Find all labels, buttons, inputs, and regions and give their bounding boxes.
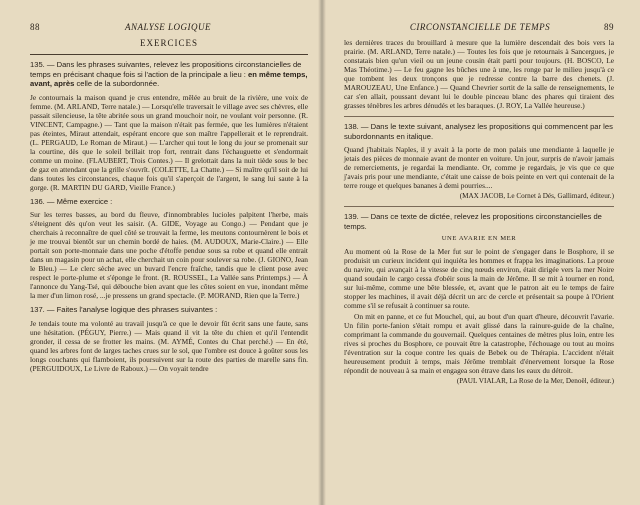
dictation-title: UNE AVARIE EN MER (441, 235, 517, 242)
left-running-title: ANALYSE LOGIQUE (124, 22, 212, 32)
exercise-137 (30, 305, 308, 373)
left-page-number: 88 (30, 22, 40, 32)
exercise-136-text: Sur les terres basses, au bord du fleuve, d'innombrables lucioles palpitent l'herbe, mais s'éteignent dès qu'on veut les saisir. (A. GIDE, Voyage au Congo.) — Pendant que je cherchais à reconnaître de quel côté se trouvait la ferme, les meutons contournèrent le bois et je me trouvai bientôt sur un chemin bordé de haies. (M. AUDOUX, Marie-Claire.) — Elle portait son porte-monnaie dans une poche d'étoffe pendue sous sa robe et quand elle entrait dans un magasin pour un achat, elle cherchait un coin pour soulever sa robe. (J. GIONO, Jean le Bleu.) — Le clerc sèche avec un buvard l'encre fraîche, tandis que le client pose avec respect le porte-plume et s'éponge le front. (R. ROUSSEL, La Vallée sans Printemps.) — À l'annonce du Yang-Tsé, qui débouche bien avant que les côtes soient en vue, inondant même la mer d'un limon rosé, ...je pressens un grand spectacle. (P. MORAND, Rien que la Terre.) (30, 210, 308, 300)
section-rule (30, 54, 308, 55)
exercise-139-credit: (PAUL VIALAR, La Rose de la Mer, Denoël, éditeur.) (456, 377, 614, 385)
right-page (322, 0, 640, 505)
separator-139 (344, 206, 614, 207)
exercise-138-heading: 138. — Dans le texte suivant, analysez les propositions qui commencent par les subordonnants en italique. (344, 122, 613, 141)
right-running-head (344, 22, 614, 32)
dictation-paragraph-2: On mit en panne, et ce fut Mouchel, qui, au bout d'un quart d'heure, découvrit l'avarie. Un filin porte-fanion s'était rompu et avait glissé dans la rainure-guide de la chaîne, comprimant la commande du gouvernail. Quelques centaines de mètres plus loin, entre les rives si proches du Bosphore, ce pouvait être la catastrophe, l'échouage ou tout au moins l'éventration sur la coque contre les quais de Bebek ou de Thérapia. L'accident n'était heureusement produit à temps, mais Jérôme tremblait d'énervement lorsque la Rose répondit de nouveau à sa main et engagea son étrave dans les eaux du détroit. (344, 312, 614, 375)
exercise-137-text: Je tendais toute ma volonté au travail jusqu'à ce que le devoir fût écrit sans une faute, sans une hésitation. (PÉGUY, Pierre.) — Mais quand il vit la tête du chien et qu'il l'entendit gronder, il cessa de se frotter les mains. (M. AYMÉ, Contes du Chat perché.) — En été, quand les arbres font de larges taches crues sur le sol, que l'ombre est douce à goûter sous les longs couchants qui flamboient, ils poursuivent sur la route des parties de marelle sans fin. (PERGUIDOUX, Le Livre de Raboux.) — On voyait tendre (30, 318, 308, 373)
exercise-136 (30, 197, 308, 301)
left-running-head (30, 22, 308, 32)
section-title: EXERCICES (139, 38, 198, 48)
exercise-137-heading: 137. — Faites l'analyse logique des phrases suivantes : (30, 305, 218, 314)
exercise-136-heading: 136. — Même exercice : (30, 196, 113, 206)
dictation-paragraph-1: Au moment où la Rose de la Mer fut sur le point de s'engager dans le Bosphore, il se produisit un curieux incident qui inquiéta les hommes et frappa les imaginations. La proue du navire, qui avançait à la vitesse de cinq nœuds environ, était dirigée vers la mer Noire quand soudain le cargo cessa d'obéir sous la main de Jérôme. Il se mit à tourner en rond, sur lui-même, comme une bête blessée, et, avant que le patron ait eu le temps de faire stopper les machines, il avait déjà décrit un arc de cercle et présentait sa poupe à l'Orient comme s'il se refusait à continuer sa route. (344, 247, 614, 310)
book-gutter (318, 0, 326, 505)
exercise-135-keywords: en même temps, avant, après (30, 69, 308, 88)
exercise-138-text: Quand j'habitais Naples, il y avait à la porte de mon palais une mendiante à laquelle je jetais des pièces de monnaie avant de monter en voiture. Un jour, surpris de n'avoir jamais de remerciements, je regardai la mendiante. Or, comme je regardais, je vis que ce que j'avais pris pour une mendiante, c'était une caisse de bois peinte en vert qui contenait de la terre rouge et quelques bananes à demi pourries.... (344, 145, 614, 190)
exercise-135-text: Je contournais la maison quand je crus entendre, mêlée au bruit de la rivière, une voix de femme. (M. ARLAND, Terre natale.) — Lorsqu'elle traversait le village avec ses chèvres, elle passait silencieuse, la tête abritée sous un grand mouchoir noir, ne voulant voir personne. (R. VINCENT, Campagne.) — Tant que la maison n'était pas fermée, que les lumières n'étaient pas éteintes, Miraut attendait, espérant encore que son maître l'appellerait et le reprendrait. (L. PERGAUD, Le Roman de Miraut.) — L'archer qui tout le long du jour se promenait sur la courtine, dès que le soleil brillait trop fort, rentrait dans l'échauguette et s'endormait comme un moine. (FLAUBERT, Trois Contes.) — Il grelottait dans la nuit tiède sous le bec de gaz en attendant que la grille s'ouvrît. (COLETTE, La Chatte.) — Si maître qu'il soit de lui dans toutes les circonstances, chaque fois qu'il s'aperçoit de l'argent, le sang lui saute à la gorge. (R. MARTIN DU GARD, Vieille France.) (30, 92, 308, 192)
exercise-139 (344, 212, 614, 385)
right-page-number: 89 (604, 22, 614, 32)
exercise-135-heading: 135. — Dans les phrases suivantes, relevez les propositions circonstancielles de temps en précisant chaque fois si l'action de la principale a lieu : en même temps, avant, après celle de la subordonnée. (30, 60, 308, 88)
separator-138 (344, 116, 614, 117)
exercise-138-credit: (MAX JACOB, Le Cornet à Dés, Gallimard, éditeur.) (459, 192, 614, 200)
right-running-title: CIRCONSTANCIELLE DE TEMPS (409, 22, 551, 32)
exercise-139-heading: 139. — Dans ce texte de dictée, relevez les propositions circonstancielles de temps. (344, 212, 602, 231)
exercise-138 (344, 122, 614, 200)
exercise-137-continued: les dernières traces du brouillard à mesure que la lumière descendait des bois vers la prairie. (M. ARLAND, Terre natale.) — Toutes les fois que je retournais à Sancergues, je constatais bien qu'un vieil ou un jeune cousin était parti pour toujours. (H. BOSCO, Le Mas Théotime.) — Le feu gagne les bûches une à une, les ronge par le milieu jusqu'à ce que tombent les deux tronçons que je redresse contre la barre des chenets. (J. MAROUZEAU, Une Enfance.) — Quand Chevrier sortit de la salle de renseignements, le car s'en allait, poussant devant lui le double pinceau blanc des phares qui tiraient des grasses ténèbres les arbres dénudés et les baraques. (J. ROY, La Vallée heureuse.) (344, 38, 614, 110)
exercise-135 (30, 60, 308, 192)
